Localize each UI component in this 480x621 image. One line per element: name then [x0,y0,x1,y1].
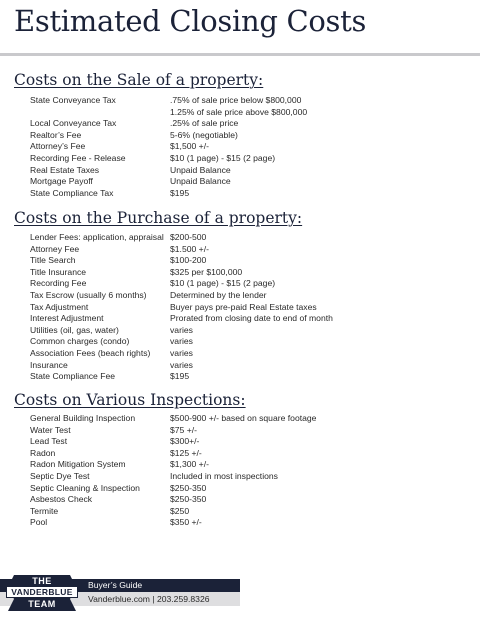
cost-value-line: Buyer pays pre-paid Real Estate taxes [170,301,317,312]
cost-row [30,130,470,142]
cost-value [170,118,470,130]
cost-label: State Conveyance Tax [30,95,116,105]
cost-value [170,348,470,360]
cost-value [170,302,470,314]
cost-value-line: .25% of sale price [170,118,239,129]
cost-label: Title Insurance [30,266,87,277]
inspections-cost-list [30,413,470,529]
cost-row [30,165,470,177]
cost-value [170,176,470,188]
cost-row [30,176,470,188]
cost-value [170,436,470,448]
cost-label: Tax Adjustment [30,301,89,312]
cost-value-line: Unpaid Balance [170,176,231,187]
cost-row [30,118,470,130]
cost-value-line: $250-350 [170,482,207,493]
cost-value-line: Prorated from closing date to end of month [170,313,333,324]
cost-value-line: $325 per $100,000 [170,266,243,277]
cost-value-line: Unpaid Balance [170,164,231,175]
cost-label: Pool [30,517,48,528]
cost-row [30,436,470,448]
cost-label: Insurance [30,359,68,370]
purchase-heading: Costs on the Purchase of a property: [14,209,303,227]
cost-label: Septic Cleaning & Inspection [30,482,140,493]
cost-label: Lead Test [30,436,68,447]
cost-row [30,290,470,302]
title-divider [0,53,480,56]
cost-row [30,325,470,337]
cost-label: Attorney Fee [30,243,80,254]
cost-label: Association Fees (beach rights) [30,347,151,358]
sale-cost-list [30,95,470,199]
page-title: Estimated Closing Costs [14,4,367,38]
cost-value [170,267,470,279]
cost-value-line: $500-900 +/- based on square footage [170,413,317,423]
cost-label: Recording Fee [30,278,87,289]
cost-value [170,141,470,153]
cost-value [170,483,470,495]
cost-value-line: $1,300 +/- [170,459,209,470]
cost-row [30,153,470,165]
cost-value-line: $350 +/- [170,517,202,528]
cost-row [30,95,470,118]
cost-label: Realtor’s Fee [30,129,82,140]
cost-row [30,255,470,267]
cost-value-line: 1.25% of sale price above $800,000 [170,106,308,117]
cost-value-line: $1,500 +/- [170,141,209,152]
cost-row [30,371,470,383]
cost-value-line: $195 [170,371,190,382]
cost-label: Radon Mitigation System [30,459,126,470]
cost-label: Utilities (oil, gas, water) [30,324,119,335]
cost-value [170,232,470,244]
cost-row [30,471,470,483]
cost-row [30,425,470,437]
cost-row [30,483,470,495]
cost-row [30,141,470,153]
cost-value [170,336,470,348]
cost-label: Attorney’s Fee [30,141,86,152]
sale-heading: Costs on the Sale of a property: [14,71,264,89]
cost-row [30,278,470,290]
cost-label: Water Test [30,424,71,435]
cost-value-line: $125 +/- [170,447,202,458]
cost-value [170,325,470,337]
logo-middle-text: VANDERBLUE [11,587,73,597]
cost-row [30,336,470,348]
footer-guide-label: Buyer’s Guide [88,580,143,590]
cost-row [30,360,470,372]
cost-label: Local Conveyance Tax [30,118,117,129]
cost-label: Septic Dye Test [30,470,90,481]
cost-value-line: $250-350 [170,494,207,505]
cost-value-line: varies [170,347,193,358]
cost-value [170,153,470,165]
cost-label: Common charges (condo) [30,336,130,347]
cost-value [170,188,470,200]
cost-value [170,425,470,437]
cost-value [170,244,470,256]
cost-value [170,95,470,118]
cost-label: Recording Fee - Release [30,152,126,163]
cost-value [170,459,470,471]
cost-row [30,244,470,256]
cost-label: Termite [30,505,59,516]
inspections-heading: Costs on Various Inspections: [14,391,246,409]
cost-value-line: 5-6% (negotiable) [170,129,238,140]
cost-value-line: $300+/- [170,436,200,447]
cost-row [30,348,470,360]
logo-top-text: THE [32,576,52,586]
cost-value [170,360,470,372]
cost-value [170,413,470,425]
cost-label: State Compliance Fee [30,371,116,382]
cost-row [30,459,470,471]
cost-value-line: $10 (1 page) - $15 (2 page) [170,278,276,289]
cost-value-line: $200-500 [170,232,207,242]
cost-value-line: $75 +/- [170,424,197,435]
cost-value [170,506,470,518]
cost-value-line: varies [170,336,193,347]
cost-value [170,448,470,460]
cost-value [170,313,470,325]
cost-row [30,448,470,460]
cost-value-line: $1.500 +/- [170,243,209,254]
cost-value [170,471,470,483]
cost-value [170,130,470,142]
cost-row [30,506,470,518]
cost-value-line: $10 (1 page) - $15 (2 page) [170,152,276,163]
cost-value [170,165,470,177]
cost-value-line: varies [170,359,193,370]
cost-value [170,494,470,506]
cost-row [30,494,470,506]
cost-value [170,290,470,302]
cost-value-line: $195 [170,187,190,198]
cost-label: State Compliance Tax [30,187,114,198]
cost-label: Mortgage Payoff [30,176,93,187]
cost-row [30,313,470,325]
cost-label: Real Estate Taxes [30,164,100,175]
cost-value-line: Determined by the lender [170,289,267,300]
cost-label: Lender Fees: application, appraisal [30,232,164,242]
logo-bottom-text: TEAM [28,599,56,609]
cost-value-line: Included in most inspections [170,470,278,481]
cost-row [30,302,470,314]
cost-label: Radon [30,447,56,458]
cost-row [30,232,470,244]
cost-value [170,255,470,267]
cost-value-line: varies [170,324,193,335]
cost-label: Asbestos Check [30,494,93,505]
cost-value-line: $250 [170,505,190,516]
cost-row [30,188,470,200]
cost-label: Title Search [30,255,76,266]
cost-value-line: $100-200 [170,255,207,266]
vanderblue-team-logo [6,575,78,611]
cost-value-line: .75% of sale price below $800,000 [170,95,302,105]
cost-row [30,517,470,529]
cost-label: Tax Escrow (usually 6 months) [30,289,147,300]
cost-value [170,278,470,290]
cost-label: General Building Inspection [30,413,136,423]
footer-contact: Vanderblue.com | 203.259.8326 [88,594,210,604]
cost-value [170,517,470,529]
cost-label: Interest Adjustment [30,313,104,324]
purchase-cost-list [30,232,470,383]
cost-row [30,267,470,279]
cost-value [170,371,470,383]
cost-row [30,413,470,425]
